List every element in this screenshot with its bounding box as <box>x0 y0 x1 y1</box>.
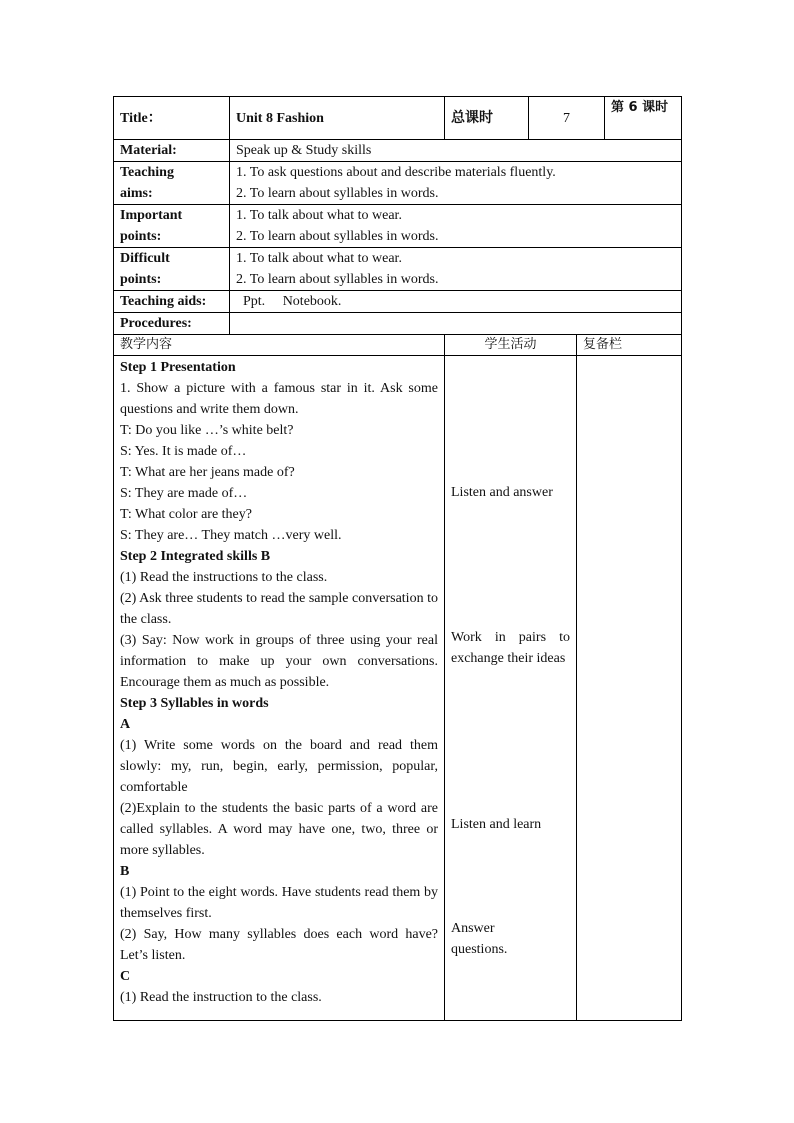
step3-section-c: C <box>120 969 131 984</box>
total-periods-value: 7 <box>529 97 605 140</box>
teaching-aims-list <box>230 162 682 205</box>
lesson-plan <box>113 96 681 1021</box>
material-label: Material: <box>114 140 230 162</box>
step1-line: T: Do you like …’s white belt? <box>120 423 294 438</box>
column-header-student-activity: 学生活动 <box>445 335 577 356</box>
step1-line: 1. Show a picture with a famous star in it. Ask some questions and write them down. <box>120 381 438 417</box>
procedures-value <box>230 313 682 335</box>
step3-section-a: A <box>120 717 131 732</box>
teaching-aims-label <box>114 162 230 205</box>
step2-line: (3) Say: Now work in groups of three using your real information to make up your own conversations. Encourage them as much as possible. <box>120 633 438 690</box>
important-points-list <box>230 205 682 248</box>
student-activity: Listen and answer <box>451 485 553 500</box>
important-point-item: 2. To learn about syllables in words. <box>236 229 439 244</box>
step2-title: Step 2 Integrated skills B <box>120 549 271 564</box>
student-activities <box>445 356 577 1021</box>
step3-b-line: (1) Point to the eight words. Have students read them by themselves first. <box>120 885 438 921</box>
difficult-points-label <box>114 248 230 291</box>
teaching-aims-label-1: Teaching <box>120 165 174 180</box>
step2-line: (2) Ask three students to read the sample conversation to the class. <box>120 591 438 627</box>
notes-column <box>577 356 682 1021</box>
step2-line: (1) Read the instructions to the class. <box>120 570 328 585</box>
teaching-aim-item: 1. To ask questions about and describe materials fluently. <box>236 165 556 180</box>
step1-line: T: What are her jeans made of? <box>120 465 295 480</box>
column-header-content: 教学内容 <box>114 335 445 356</box>
difficult-points-list <box>230 248 682 291</box>
difficult-points-label-2: points: <box>120 272 162 287</box>
step1-line: T: What color are they? <box>120 507 252 522</box>
student-activity: Answer questions. <box>451 921 508 957</box>
procedures-label: Procedures: <box>114 313 230 335</box>
teaching-content <box>114 356 445 1021</box>
teaching-aid-item: Ppt. <box>243 294 266 309</box>
step1-title: Step 1 Presentation <box>120 360 236 375</box>
column-header-notes: 复备栏 <box>577 335 682 356</box>
teaching-aim-item: 2. To learn about syllables in words. <box>236 186 439 201</box>
important-points-label <box>114 205 230 248</box>
important-point-item: 1. To talk about what to wear. <box>236 208 402 223</box>
difficult-point-item: 2. To learn about syllables in words. <box>236 272 439 287</box>
important-points-label-1: Important <box>120 208 183 223</box>
step1-line: S: They are made of… <box>120 486 248 501</box>
title-value: Unit 8 Fashion <box>230 97 445 140</box>
step3-c-line: (1) Read the instruction to the class. <box>120 990 322 1005</box>
step3-section-b: B <box>120 864 130 879</box>
student-activity: Work in pairs to exchange their ideas <box>451 630 570 666</box>
step1-line: S: They are… They match …very well. <box>120 528 342 543</box>
difficult-point-item: 1. To talk about what to wear. <box>236 251 402 266</box>
difficult-points-label-1: Difficult <box>120 251 170 266</box>
lesson-plan-table <box>113 96 682 1021</box>
total-periods-label: 总课时 <box>445 97 529 140</box>
step3-a-line: (1) Write some words on the board and read them slowly: my, run, begin, early, permission, popular, comfortable <box>120 738 438 795</box>
step3-title: Step 3 Syllables in words <box>120 696 269 711</box>
material-value: Speak up & Study skills <box>230 140 682 162</box>
step1-line: S: Yes. It is made of… <box>120 444 247 459</box>
student-activity: Listen and learn <box>451 817 542 832</box>
teaching-aids-label: Teaching aids: <box>114 291 230 313</box>
lesson-number: 第 6 课时 <box>605 97 682 140</box>
teaching-aids-list <box>230 291 682 313</box>
step3-a-line: (2)Explain to the students the basic parts of a word are called syllables. A word may have one, two, three or more syllables. <box>120 801 438 858</box>
teaching-aid-item: Notebook. <box>282 294 342 309</box>
teaching-aims-label-2: aims: <box>120 186 153 201</box>
title-label: Title： <box>114 97 230 140</box>
important-points-label-2: points: <box>120 229 162 244</box>
step3-b-line: (2) Say, How many syllables does each word have? Let’s listen. <box>120 927 438 963</box>
